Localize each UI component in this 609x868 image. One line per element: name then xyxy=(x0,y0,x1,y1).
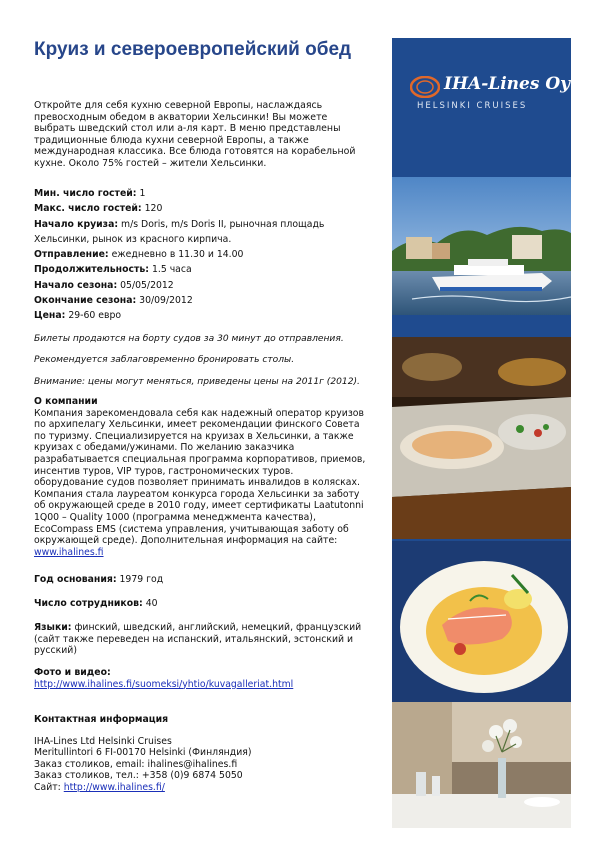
fact-start: Начало круиза: m/s Doris, m/s Doris II, рыночная площадь xyxy=(34,218,325,230)
company-logo xyxy=(392,38,571,158)
about-line: оборудование судов позволяет принимать инвалидов в колясках. xyxy=(34,477,360,489)
intro-text: Откройте для себя кухню северной Европы, наслаждаясь превосходным обедом в акватории Хельсинки! Вы можете выбрать шведский стол или а-ля карт. В меню представлены традиционные блюда кухни северной Европы, а также международная классика. Все блюда готовятся на корабельной кухне. Около 75% гостей – жители Хельсинки. xyxy=(34,100,356,169)
cruise-facts xyxy=(34,186,379,324)
fact-duration: Продолжительность: 1.5 часа xyxy=(34,264,192,276)
about-line: окружающей среде). Дополнительная информация на сайте: xyxy=(34,535,338,547)
contact-phone: Заказ столиков, тел.: +358 (0)9 6874 5050 xyxy=(34,770,243,782)
contact-site-link[interactable]: http://www.ihalines.fi/ xyxy=(63,781,165,793)
table-photo-art xyxy=(392,702,571,828)
about-line: по туризму. Специализируется на круизах в Хельсинки, а также xyxy=(34,430,354,442)
about-line: Компания зарекомендовала себя как надежный оператор круизов xyxy=(34,407,364,419)
buffet-photo xyxy=(392,337,571,539)
about-website-link[interactable]: www.ihalines.fi xyxy=(34,546,104,558)
buffet-photo-art xyxy=(392,337,571,539)
fact-start-cont: Хельсинки, рынок из красного кирпича. xyxy=(34,233,232,245)
about-line: 1Q00 – Quality 1000 (программа менеджмента качества), xyxy=(34,511,316,523)
contacts-section xyxy=(34,714,379,794)
languages-line2: (сайт также переведен на испанский, итальянский, эстонский и xyxy=(34,633,354,645)
about-line: разрабатывается специальная программа корпоративов, приемов, xyxy=(34,453,366,465)
founded: Год основания: 1979 год xyxy=(34,574,164,585)
about-line: Компания стала лауреатом конкурса города Хельсинки за заботу xyxy=(34,488,360,500)
note-prices: Внимание: цены могут меняться, приведены цены на 2011г (2012). xyxy=(34,377,360,387)
ship-photo xyxy=(392,177,571,315)
employees: Число сотрудников: 40 xyxy=(34,598,158,609)
contact-address: Meritullintori 6 FI-00170 Helsinki (Финляндия) xyxy=(34,747,252,759)
fact-min-guests: Мин. число гостей: 1 xyxy=(34,188,146,199)
logo-subtitle: HELSINKI CRUISES xyxy=(417,101,528,111)
contact-company: IHA-Lines Ltd Helsinki Cruises xyxy=(34,735,172,747)
about-line: об окружающей среде в 2010 году, имеет сертификаты Laatutonni xyxy=(34,500,364,512)
fact-season-start: Начало сезона: 05/05/2012 xyxy=(34,279,174,291)
about-line: по архипелагу Хельсинки, имеет рекомендации финского Совета xyxy=(34,419,360,431)
languages: Языки: финский, шведский, английский, немецкий, французский (сайт также переведен на испанский, итальянский, эстонский и русский) xyxy=(34,622,379,657)
about-line: инсентив туров, VIP туров, гастрономических туров. xyxy=(34,465,294,477)
fact-season-end: Окончание сезона: 30/09/2012 xyxy=(34,295,193,307)
contact-email: Заказ столиков, email: ihalines@ihalines.fi xyxy=(34,758,238,770)
about-line: EcoCompass EMS (система управления, учитывающая заботу об xyxy=(34,523,349,535)
page-title: Круиз и североевропейский обед xyxy=(34,39,352,60)
sidebar xyxy=(392,38,571,828)
contacts-heading: Контактная информация xyxy=(34,714,169,725)
contact-site-label: Сайт: xyxy=(34,781,61,793)
salmon-dish-art xyxy=(392,541,571,703)
note-booking: Рекомендуется заблаговременно бронировать столы. xyxy=(34,355,295,365)
fact-max-guests: Макс. число гостей: 120 xyxy=(34,203,163,215)
ship-photo-art xyxy=(392,177,571,315)
gallery-link[interactable]: http://www.ihalines.fi/suomeksi/yhtio/kuvagalleriat.html xyxy=(34,678,294,690)
logo-script: IHA-Lines Oy xyxy=(444,74,571,94)
salmon-dish-photo xyxy=(392,541,571,703)
table-photo xyxy=(392,702,571,828)
ship-wheel-icon xyxy=(410,76,440,98)
media-heading: Фото и видео: xyxy=(34,667,111,678)
about-line: круизах с обедами/ужинами. По желанию заказчика xyxy=(34,442,295,454)
about-heading: О компании xyxy=(34,396,98,407)
media-section xyxy=(34,667,379,690)
fact-price: Цена: 29-60 евро xyxy=(34,310,122,322)
languages-line3: русский) xyxy=(34,645,77,657)
note-tickets: Билеты продаются на борту судов за 30 минут до отправления. xyxy=(34,334,344,344)
fact-departure: Отправление: ежедневно в 11.30 и 14.00 xyxy=(34,249,244,261)
about-section xyxy=(34,396,379,558)
